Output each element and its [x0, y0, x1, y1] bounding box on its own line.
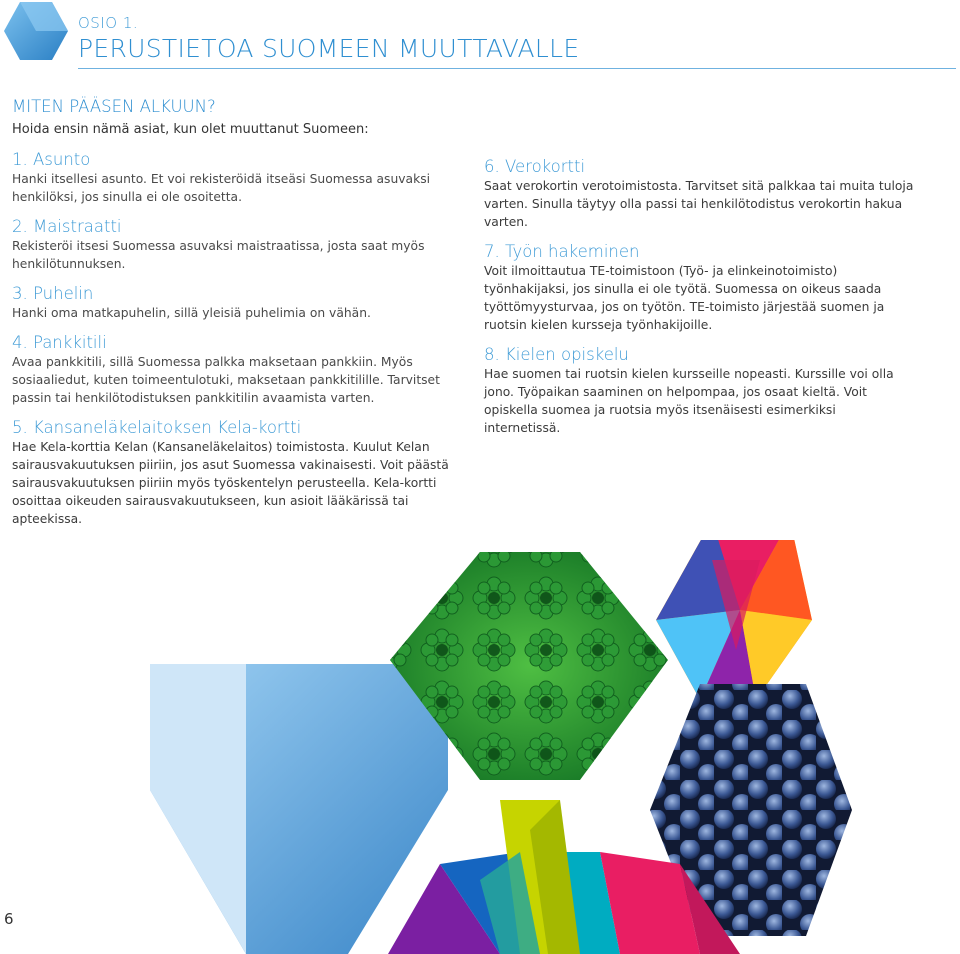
item-title: 3. Puhelin [12, 284, 94, 303]
triangles-hexagon-icon [650, 540, 820, 705]
chapter-title: PERUSTIETOA SUOMEEN MUUTTAVALLE [78, 34, 580, 63]
item-body: Hae Kela-korttia Kelan (Kansaneläkelaitos) toimistosta. Kuulut Kelan sairausvakuutuksen piiriin, jos asut Suomessa vakinaisesti. Voit päästä sairausvakuutuksen piiriin myös työskentelyn perusteella. Kela-kortti osoittaa oikeuden sairausvakuutukseen, kun asioit lääkärissä tai apteekissa. [12, 440, 449, 526]
item-title: 6. Verokortti [484, 157, 586, 176]
item-title: 4. Pankkitili [12, 333, 107, 352]
item-body: Saat verokortin verotoimistosta. Tarvitset sitä palkkaa tai muita tuloja varten. Sinulla täytyy olla passi tai henkilötodistus verokortin hakua varten. [484, 179, 914, 229]
right-column [484, 156, 914, 447]
list-item [12, 149, 452, 206]
list-item [12, 332, 452, 407]
item-title: 7. Työn hakeminen [484, 242, 640, 261]
list-item [484, 241, 914, 334]
item-body: Hae suomen tai ruotsin kielen kursseille nopeasti. Kurssille voi olla jono. Työpaikan saaminen on helpompaa, jos osaat kieltä. Voit opiskella suomea ja ruotsia myös itsenäisesti esimerkiksi internetissä. [484, 367, 894, 435]
list-item [12, 216, 452, 273]
item-body: Avaa pankkitili, sillä Suomessa palkka maksetaan pankkiin. Myös sosiaaliedut, kuten toimeentulotuki, maksetaan pankkitilille. Tarvitset passin tai henkilötodistuksen pankkitilin avaamista varten. [12, 355, 440, 405]
page-number: 6 [4, 910, 14, 928]
blue-hexagon-icon [150, 664, 448, 954]
list-item [12, 417, 452, 528]
list-item [484, 344, 914, 437]
header-divider [78, 68, 956, 69]
hexagon-artwork [0, 540, 960, 954]
list-item [12, 283, 452, 322]
left-column [12, 96, 452, 538]
list-item [484, 156, 914, 231]
item-title: 2. Maistraatti [12, 217, 122, 236]
chapter-label: OSIO 1. [78, 14, 139, 32]
intro-heading: MITEN PÄÄSEN ALKUUN? [12, 97, 216, 116]
item-title: 8. Kielen opiskelu [484, 345, 629, 364]
hexagon-logo-icon [0, 0, 72, 66]
intro-text: Hoida ensin nämä asiat, kun olet muuttanut Suomeen: [12, 122, 369, 137]
item-body: Hanki oma matkapuhelin, sillä yleisiä puhelimia on vähän. [12, 306, 371, 320]
item-title: 1. Asunto [12, 150, 91, 169]
item-body: Voit ilmoittautua TE-toimistoon (Työ- ja elinkeinotoimisto) työnhakijaksi, jos sinulla ei ole työtä. Suomessa on oikeus saada työttömyysturvaa, jos on työtön. TE-toimisto järjestää suomen ja ruotsin kielen kursseja työnhakijoille. [484, 264, 885, 332]
item-body: Rekisteröi itsesi Suomessa asuvaksi maistraatissa, josta saat myös henkilötunnuksen. [12, 239, 425, 271]
item-title: 5. Kansaneläkelaitoksen Kela-kortti [12, 418, 302, 437]
item-body: Hanki itsellesi asunto. Et voi rekisteröidä itseäsi Suomessa asuvaksi henkilöksi, jos sinulla ei ole osoitetta. [12, 172, 431, 204]
